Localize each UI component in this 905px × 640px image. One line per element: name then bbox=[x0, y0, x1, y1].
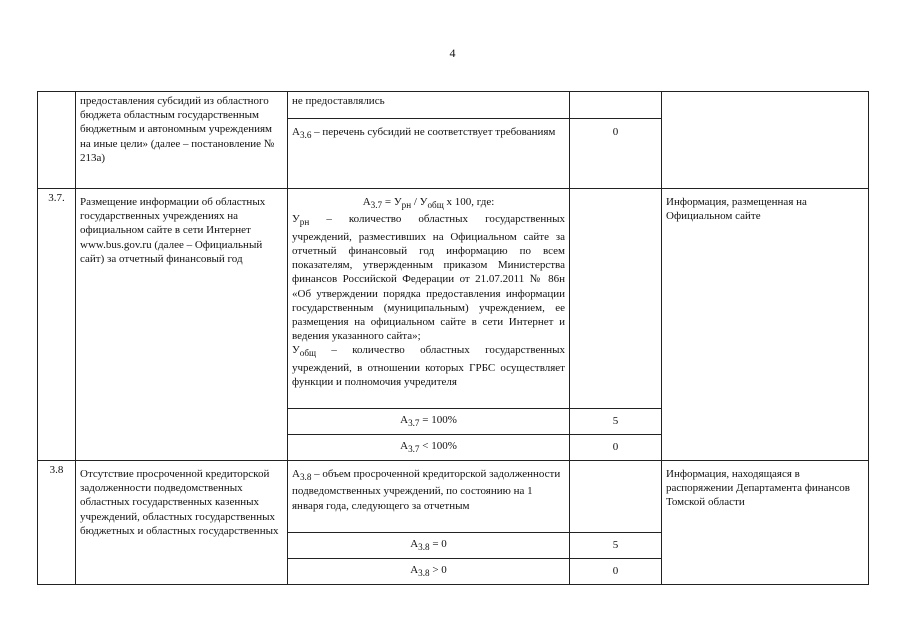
row-3-7-name bbox=[76, 189, 288, 461]
row-3-7-condition-1 bbox=[288, 409, 570, 435]
row-3-6-source bbox=[662, 92, 869, 189]
row-3-8-source bbox=[662, 461, 869, 585]
formula-divide-u: / У bbox=[411, 196, 428, 208]
row-3-6-condition-1 bbox=[288, 92, 570, 119]
row-3-8-definition bbox=[288, 461, 570, 533]
formula-a-symbol: А bbox=[362, 196, 371, 208]
row-3-8-c2-subscript: 3.8 bbox=[418, 567, 430, 578]
row-3-6-condition-2-text: – перечень субсидий не соответствует требованиям bbox=[311, 126, 556, 138]
table-row-3-7-a bbox=[38, 189, 869, 409]
row-3-7-name-text: Размещение информации об областных государственных учреждениях на официальном сайте в сети Интернет www.bus.gov.ru (далее – Официальный сайт) за отчетный финансовый год bbox=[80, 196, 266, 265]
c1-text: = 100% bbox=[419, 413, 457, 426]
row-3-8-c2-text: > 0 bbox=[429, 563, 447, 576]
formula-equals-u: = У bbox=[382, 196, 402, 208]
row-3-8-c1-subscript: 3.8 bbox=[418, 541, 430, 552]
row-3-7-points-2-value: 0 bbox=[612, 441, 619, 454]
def1-subscript: рн bbox=[299, 217, 310, 228]
row-3-8-points-2 bbox=[570, 559, 662, 585]
row-3-7-points-formula bbox=[570, 189, 662, 409]
def2-text: – количество областных государственных учреждений, в отношении которых ГРБС осуществляет функции и полномочия учредителя bbox=[292, 344, 565, 388]
row-3-8-c1-text: = 0 bbox=[429, 537, 447, 550]
c1-a-subscript: 3.7 bbox=[408, 417, 420, 428]
row-3-6-points-2-value: 0 bbox=[612, 126, 619, 138]
row-3-8-source-text: Информация, находящаяся в распоряжении Департамента финансов Томской области bbox=[666, 468, 850, 509]
def2-symbol: У bbox=[292, 344, 300, 357]
table-row-3-8-a bbox=[38, 461, 869, 533]
formula-a-subscript: 3.7 bbox=[370, 200, 383, 211]
row-3-7-definition-1 bbox=[292, 212, 565, 343]
row-3-6-a-subscript: 3.6 bbox=[299, 130, 312, 141]
row-3-6-a-symbol: А bbox=[292, 126, 300, 138]
row-3-6-condition-2 bbox=[288, 119, 570, 189]
row-3-8-points-2-value: 0 bbox=[612, 565, 619, 578]
row-3-8-points-definition bbox=[570, 461, 662, 533]
formula-tail: х 100, где: bbox=[443, 196, 495, 208]
row-3-6-condition-1-text: не предоставлялись bbox=[292, 95, 385, 107]
c2-a-symbol: А bbox=[400, 439, 409, 452]
row-3-8-definition-text: – объем просроченной кредиторской задолженности подведомственных учреждений, по состоянию на 1 января года, следующего за отчетным bbox=[292, 468, 561, 512]
row-3-7-formula bbox=[292, 195, 565, 212]
def1-symbol: У bbox=[292, 213, 300, 226]
row-3-8-a-symbol: А bbox=[292, 468, 300, 480]
row-3-6-number-cell bbox=[38, 92, 76, 189]
formula-u2-subscript: общ bbox=[427, 200, 444, 211]
def2-subscript: общ bbox=[299, 348, 317, 359]
c2-text: < 100% bbox=[419, 439, 457, 452]
row-3-7-definition-2 bbox=[292, 343, 565, 389]
row-3-7-condition-2 bbox=[288, 435, 570, 461]
row-3-8-a-subscript: 3.8 bbox=[299, 472, 312, 483]
table-row-3-6-a bbox=[38, 92, 869, 119]
row-3-7-source bbox=[662, 189, 869, 461]
formula-u1-subscript: рн bbox=[401, 200, 412, 211]
row-3-8-points-1-value: 5 bbox=[612, 539, 619, 552]
row-3-8-c2-a-symbol: А bbox=[410, 563, 419, 576]
row-3-8-number bbox=[38, 461, 76, 585]
criteria-table bbox=[37, 91, 869, 585]
row-3-7-number bbox=[38, 189, 76, 461]
c1-a-symbol: А bbox=[400, 413, 409, 426]
row-3-7-points-2 bbox=[570, 435, 662, 461]
row-3-8-name-text: Отсутствие просроченной кредиторской задолженности подведомственных областных государственных казенных учреждений, областных государственных бюджетных и областных государственных bbox=[80, 468, 279, 537]
row-3-6-points-1 bbox=[570, 92, 662, 119]
row-3-8-points-1 bbox=[570, 533, 662, 559]
row-3-6-name-text: предоставления субсидий из областного бюджета областным государственным бюджетным и автономным учреждениям на иные цели» (далее – постановление № 213а) bbox=[80, 95, 275, 164]
row-3-7-source-text: Информация, размещенная на Официальном сайте bbox=[666, 196, 807, 223]
row-3-7-number-text: 3.7. bbox=[48, 192, 65, 204]
row-3-6-points-2 bbox=[570, 119, 662, 189]
row-3-8-name bbox=[76, 461, 288, 585]
row-3-8-c1-a-symbol: А bbox=[410, 537, 419, 550]
row-3-8-number-text: 3.8 bbox=[49, 464, 64, 476]
row-3-6-name bbox=[76, 92, 288, 189]
row-3-8-condition-2 bbox=[288, 559, 570, 585]
page-number: 4 bbox=[449, 46, 456, 60]
row-3-7-formula-cell bbox=[288, 189, 570, 409]
c2-a-subscript: 3.7 bbox=[408, 443, 420, 454]
row-3-7-points-1-value: 5 bbox=[612, 415, 619, 428]
row-3-8-condition-1 bbox=[288, 533, 570, 559]
row-3-7-points-1 bbox=[570, 409, 662, 435]
def1-text: – количество областных государственных учреждений, разместивших на Официальном сайте за отчетный финансовый год информацию по всем показателям, утвержденным приказом Министерства финансов Российской Федерации от 21.07.2011 № 86н «Об утверждении порядка предоставления информации государственным (муниципальным) учреждением, ее размещения на официальном сайте в сети Интернет и ведения указанного сайта»; bbox=[292, 213, 565, 343]
